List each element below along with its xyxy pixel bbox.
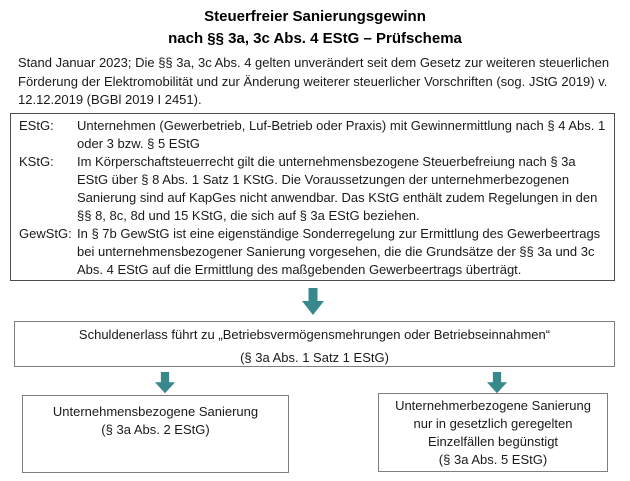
definition-label: EStG: bbox=[19, 118, 54, 133]
definition-label: GewStG: bbox=[19, 226, 72, 241]
right-box-ref: (§ 3a Abs. 5 EStG) bbox=[438, 452, 548, 467]
definition-text: Im Körperschaftsteuerrecht gilt die unternehmensbezogene Steuerbefreiung nach § 3a EStG über § 8 Abs. 1 Satz 1 KStG. Die Voraussetzungen der unternehmerbezogenen Sanierung sind auf KapGes nicht anwendbar. Das KStG enthält zudem Regelungen in den §§ 8, 8c, 8d und 15 KStG, die sich auf § 3a EStG beziehen. bbox=[77, 154, 598, 223]
page-title bbox=[0, 6, 630, 50]
unternehmensbezogene-sanierung-box bbox=[22, 395, 289, 473]
definitions-box bbox=[10, 113, 615, 281]
page-title-line2: nach §§ 3a, 3c Abs. 4 EStG – Prüfschema bbox=[168, 30, 462, 47]
right-box-text-line1: Unternehmerbezogene Sanierung bbox=[395, 398, 591, 413]
definition-text: In § 7b GewStG ist eine eigenständige Sonderregelung zur Ermittlung des Gewerbeertrags bei unternehmensbezogener Sanierung vorgesehen, die die Grundsätze der §§ 3a und 3c Abs. 4 EStG auf die Ermittlung des maßgebenden Gewerbeertrags überträgt. bbox=[77, 226, 601, 277]
down-arrow-icon bbox=[301, 288, 325, 316]
definition-row-gewstg bbox=[19, 225, 606, 279]
schuldenerlass-text: Schuldenerlass führt zu „Betriebsvermögensmehrungen oder Betriebseinnahmen“ bbox=[78, 327, 551, 342]
left-box-ref: (§ 3a Abs. 2 EStG) bbox=[101, 422, 210, 437]
down-arrow-icon bbox=[154, 372, 176, 394]
intro-paragraph: Stand Januar 2023; Die §§ 3a, 3c Abs. 4 gelten unverändert seit dem Gesetz zur weiteren steuerlichen Förderung der Elektromobilität und zur Änderung weiterer steuerlicher Vorschriften (sog. JStG 2019) v. 12.12.2019 (BGBl 2019 I 2451). bbox=[18, 55, 610, 107]
down-arrow-icon bbox=[486, 372, 508, 394]
schuldenerlass-box bbox=[14, 321, 615, 367]
right-box-text-line2: nur in gesetzlich geregelten bbox=[413, 416, 573, 431]
definition-row-estg bbox=[19, 117, 606, 153]
definition-label: KStG: bbox=[19, 154, 54, 169]
schuldenerlass-ref: (§ 3a Abs. 1 Satz 1 EStG) bbox=[240, 350, 389, 365]
left-box-text: Unternehmensbezogene Sanierung bbox=[52, 404, 259, 419]
unternehmerbezogene-sanierung-box bbox=[378, 393, 608, 472]
definition-text: Unternehmen (Gewerbetrieb, Luf-Betrieb oder Praxis) mit Gewinnermittlung nach § 4 Abs. 1 oder 3 bzw. § 5 EStG bbox=[77, 118, 606, 151]
definition-row-kstg bbox=[19, 153, 606, 225]
right-box-text-line3: Einzelfällen begünstigt bbox=[427, 434, 559, 449]
page-title-line1: Steuerfreier Sanierungsgewinn bbox=[204, 8, 426, 25]
